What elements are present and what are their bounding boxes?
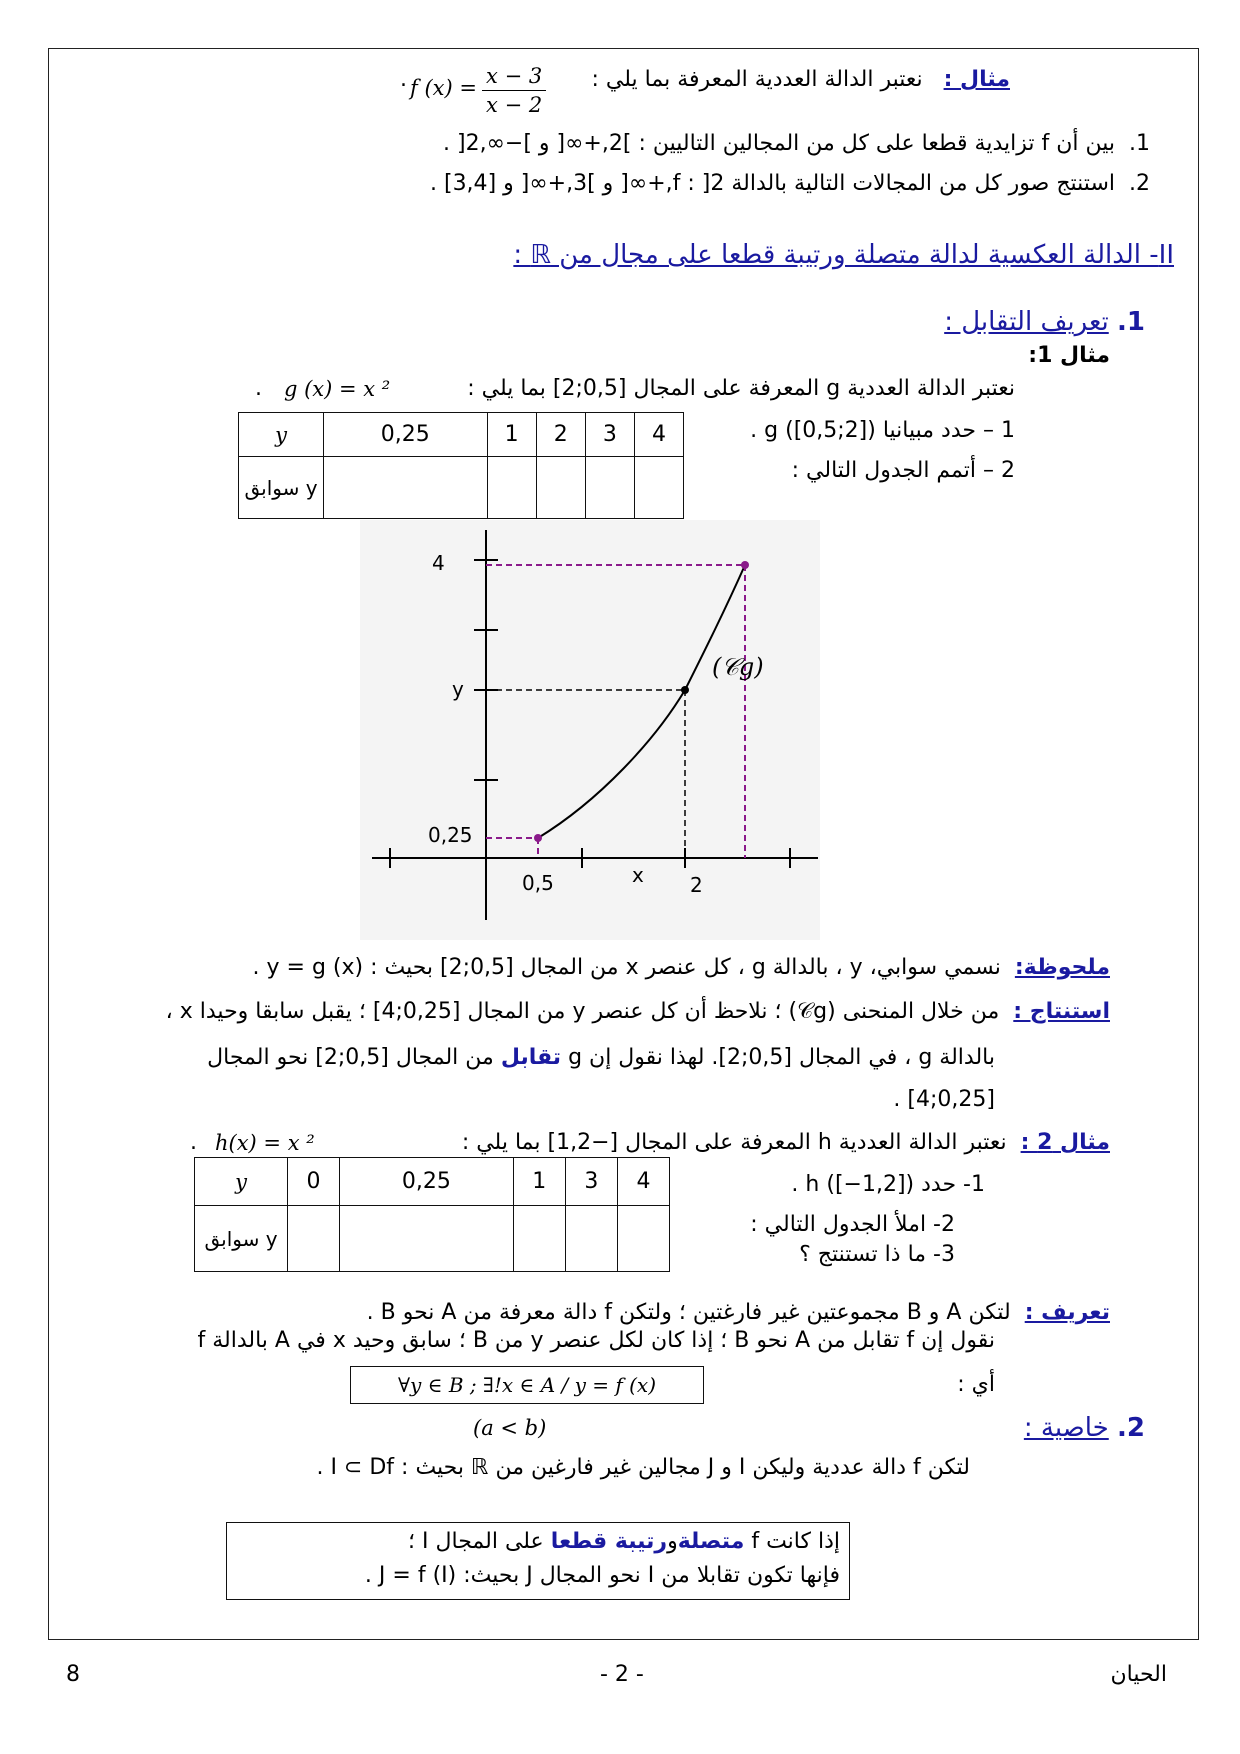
property-continuous-word: متصلة	[677, 1529, 745, 1554]
example2-end: .	[190, 1130, 197, 1155]
formula-fraction	[482, 62, 546, 119]
example2-intro: نعتبر الدالة العددية h المعرفة على المجال [−1,2] بما يلي :	[461, 1130, 1007, 1155]
example0-label: مثال :	[943, 67, 1010, 92]
table-empty-cell[interactable]	[513, 1206, 565, 1272]
example1-label: مثال 1:	[1028, 343, 1110, 368]
table-cell: 2	[536, 413, 585, 457]
table-empty-cell[interactable]	[340, 1206, 514, 1272]
example1-formula: g (x) = x ²	[284, 377, 391, 401]
example2-table	[194, 1157, 670, 1272]
definition-line-3: أي :	[957, 1372, 995, 1397]
example1-question-1: 1 – حدد مبيانيا g ([0,5;2]) .	[750, 418, 1015, 443]
table-empty-cell[interactable]	[487, 457, 536, 519]
question-number: 2.	[1129, 171, 1150, 196]
table-cell: 3	[565, 1158, 617, 1206]
conclusion-text: بالدالة g ، في المجال [0,5;2]. لهذا نقول إن g	[568, 1045, 995, 1070]
footer-page-number: - 2 -	[600, 1662, 644, 1687]
point-xy	[681, 686, 689, 694]
table-empty-cell[interactable]	[288, 1206, 340, 1272]
property-line-1: لتكن f دالة عددية وليكن I و J مجالين غير فارغين من ℝ بحيث : I ⊂ Df .	[316, 1455, 970, 1480]
definition-label: تعريف :	[1024, 1300, 1110, 1325]
y-label-025: 0,25	[428, 823, 473, 847]
table-cell: 0	[288, 1158, 340, 1206]
example0-line	[592, 67, 1010, 92]
x-label-2: 2	[690, 873, 703, 897]
example2-line	[462, 1130, 1110, 1155]
table-empty-cell[interactable]	[585, 457, 634, 519]
property-monotone-word: رتيبة قطعا	[550, 1529, 668, 1554]
question-text: بين أن f تزايدية قطعا على كل من المجالين التاليين : ]2,+∞[ و ]−∞,2[ .	[443, 131, 1115, 156]
table-header-y: y	[195, 1158, 288, 1206]
subsection-number: 2.	[1117, 1413, 1145, 1443]
property-text: على المجال I ؛	[408, 1529, 544, 1554]
example0-question-1	[443, 131, 1150, 156]
property-box-line-2: فإنها تكون تقابلا من I نحو المجال J بحيث: J = f (I) .	[364, 1563, 840, 1588]
section-title: II- الدالة العكسية لدالة متصلة ورتيبة قطعا على مجال من ℝ :	[513, 240, 1174, 270]
question-text: استنتج صور كل من المجالات التالية بالدالة f : ]2,+∞[ و ]3,+∞[ و [3,4] .	[429, 171, 1115, 196]
property-text: و	[667, 1529, 678, 1554]
x-label-05: 0,5	[522, 871, 554, 895]
x-label-x: x	[632, 863, 644, 887]
function-graph	[360, 520, 820, 940]
property-text: إذا كانت f	[751, 1529, 840, 1554]
example1-intro: نعتبر الدالة العددية g المعرفة على المجال [0,5;2] بما يلي :	[467, 376, 1015, 401]
table-cell: 4	[617, 1158, 669, 1206]
subsection-1-title	[944, 307, 1145, 337]
point-end	[741, 561, 749, 569]
table-cell: 0,25	[340, 1158, 514, 1206]
subsection-number: 1.	[1117, 307, 1145, 337]
conclusion-text: من المجال [0,5;2] نحو المجال	[207, 1045, 494, 1070]
definition-line-1	[367, 1300, 1110, 1325]
example0-formula	[410, 62, 546, 119]
curve-label: (𝒞g)	[712, 653, 764, 681]
table-cell: 4	[634, 413, 683, 457]
note-label: ملحوظة:	[1014, 955, 1110, 980]
example0-intro: نعتبر الدالة العددية المعرفة بما يلي :	[591, 67, 923, 92]
formula-denominator: x − 2	[486, 93, 543, 117]
graph-background	[360, 520, 820, 940]
note-text: نسمي سوابي، y ، بالدالة g ، كل عنصر x من المجال [0,5;2] بحيث : y = g (x) .	[252, 955, 1001, 980]
example1-question-2: 2 – أتمم الجدول التالي :	[791, 458, 1015, 483]
property-box-line-1	[408, 1529, 840, 1554]
table-row-label: y سوابق	[195, 1206, 288, 1272]
table-cell: 1	[513, 1158, 565, 1206]
formula-numerator: x − 3	[482, 62, 546, 91]
example0-question-2	[430, 171, 1150, 196]
table-empty-cell[interactable]	[536, 457, 585, 519]
conclusion-line-2	[207, 1045, 995, 1070]
table-empty-cell[interactable]	[324, 457, 488, 519]
footer-author: الحيان	[1110, 1662, 1167, 1687]
table-header-y: y	[239, 413, 324, 457]
conclusion-line-3: [0,25;4] .	[893, 1087, 995, 1112]
definition-text: لتكن A و B مجموعتين غير فارغتين ؛ ولتكن f دالة معرفة من A نحو B .	[366, 1300, 1011, 1325]
example2-label: مثال 2 :	[1020, 1130, 1110, 1155]
point-start	[534, 834, 542, 842]
example0-end: .	[400, 67, 407, 92]
y-label-4: 4	[432, 551, 445, 575]
footer-left-number: 8	[66, 1662, 80, 1687]
example2-question-2: 2- املأ الجدول التالي :	[750, 1212, 955, 1237]
example1-end: .	[255, 376, 262, 401]
note-line	[253, 955, 1111, 980]
table-empty-cell[interactable]	[565, 1206, 617, 1272]
table-cell: 3	[585, 413, 634, 457]
table-empty-cell[interactable]	[617, 1206, 669, 1272]
conclusion-bijection-word: تقابل	[500, 1045, 562, 1070]
definition-line-2: نقول إن f تقابل من A نحو B ؛ إذا كان لكل عنصر y من B ؛ سابق وحيد x في A بالدالة f	[197, 1328, 995, 1353]
table-empty-cell[interactable]	[634, 457, 683, 519]
conclusion-label: استنتاج :	[1013, 999, 1110, 1024]
example1-table	[238, 412, 684, 519]
subsection-label: تعريف التقابل :	[944, 307, 1109, 337]
conclusion-text: من خلال المنحنى (𝒞g) ؛ نلاحظ أن كل عنصر y من المجال [0,25;4] ؛ يقبل سابقا وحيدا x ،	[165, 999, 1000, 1024]
subsection-label: خاصية :	[1023, 1413, 1109, 1443]
example2-question-1: 1- حدد h ([−1,2]) .	[791, 1172, 985, 1197]
property-condition: (a < b)	[473, 1416, 547, 1440]
table-row-label: y سوابق	[239, 457, 324, 519]
y-label-y: y	[452, 677, 464, 701]
subsection-2-title	[1024, 1413, 1145, 1443]
example2-question-3: 3- ما ذا تستنتج ؟	[799, 1242, 955, 1267]
example2-formula: h(x) = x ²	[215, 1131, 315, 1155]
table-cell: 0,25	[324, 413, 488, 457]
question-number: 1.	[1129, 131, 1150, 156]
definition-formula-box: ∀y ∈ B ; ∃!x ∈ A / y = f (x)	[350, 1366, 704, 1404]
table-cell: 1	[487, 413, 536, 457]
formula-lhs: f (x) =	[410, 76, 477, 100]
conclusion-line-1	[166, 999, 1110, 1024]
